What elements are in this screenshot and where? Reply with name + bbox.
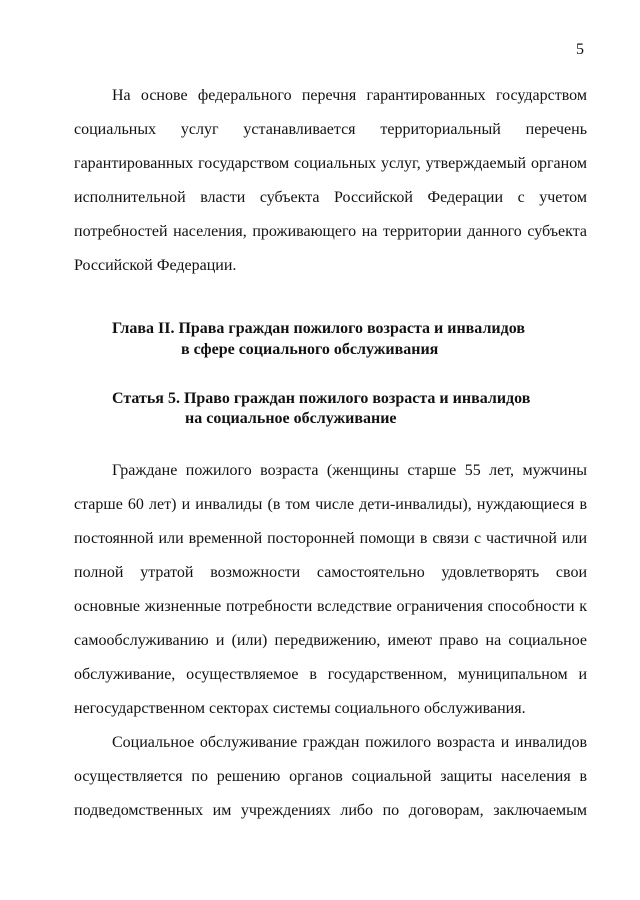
paragraph-1-line: На основе федерального перечня гарантированных государством <box>112 87 587 104</box>
paragraph-1-line: Российской Федерации. <box>74 257 237 274</box>
paragraph-2-line: старше 60 лет) и инвалиды (в том числе дети-инвалиды), нуждающиеся в <box>74 496 587 513</box>
paragraph-2-line: самообслуживанию и (или) передвижению, имеют право на социальное <box>74 632 587 649</box>
paragraph-2-line: обслуживание, осуществляемое в государственном, муниципальном и <box>74 666 587 683</box>
page-number: 5 <box>576 41 584 58</box>
paragraph-1-line: гарантированных государством социальных услуг, утверждаемый органом <box>74 155 587 172</box>
paragraph-2-line: Граждане пожилого возраста (женщины старше 55 лет, мужчины <box>112 462 587 479</box>
paragraph-2-line: постоянной или временной посторонней помощи в связи с частичной или <box>74 530 587 547</box>
paragraph-2-line: полной утратой возможности самостоятельно удовлетворять свои <box>74 564 587 581</box>
paragraph-3-line: Социальное обслуживание граждан пожилого возраста и инвалидов <box>112 734 587 751</box>
article-heading-line-1: Статья 5. Право граждан пожилого возраста и инвалидов <box>112 390 531 407</box>
paragraph-1-line: потребностей населения, проживающего на территории данного субъекта <box>74 223 587 240</box>
chapter-heading-line-2: в сфере социального обслуживания <box>181 341 439 358</box>
paragraph-1-line: исполнительной власти субъекта Российской Федерации с учетом <box>74 189 587 206</box>
paragraph-3-line: подведомственных им учреждениях либо по договорам, заключаемым <box>74 802 587 819</box>
chapter-heading-line-1: Глава II. Права граждан пожилого возраста и инвалидов <box>112 320 525 337</box>
paragraph-2-line: основные жизненные потребности вследствие ограничения способности к <box>74 598 587 615</box>
paragraph-2-line: негосударственном секторах системы социального обслуживания. <box>74 700 526 717</box>
article-heading-line-2: на социальное обслуживание <box>185 410 397 427</box>
paragraph-1-line: социальных услуг устанавливается территориальный перечень <box>74 121 587 138</box>
paragraph-3-line: осуществляется по решению органов социальной защиты населения в <box>74 768 587 785</box>
